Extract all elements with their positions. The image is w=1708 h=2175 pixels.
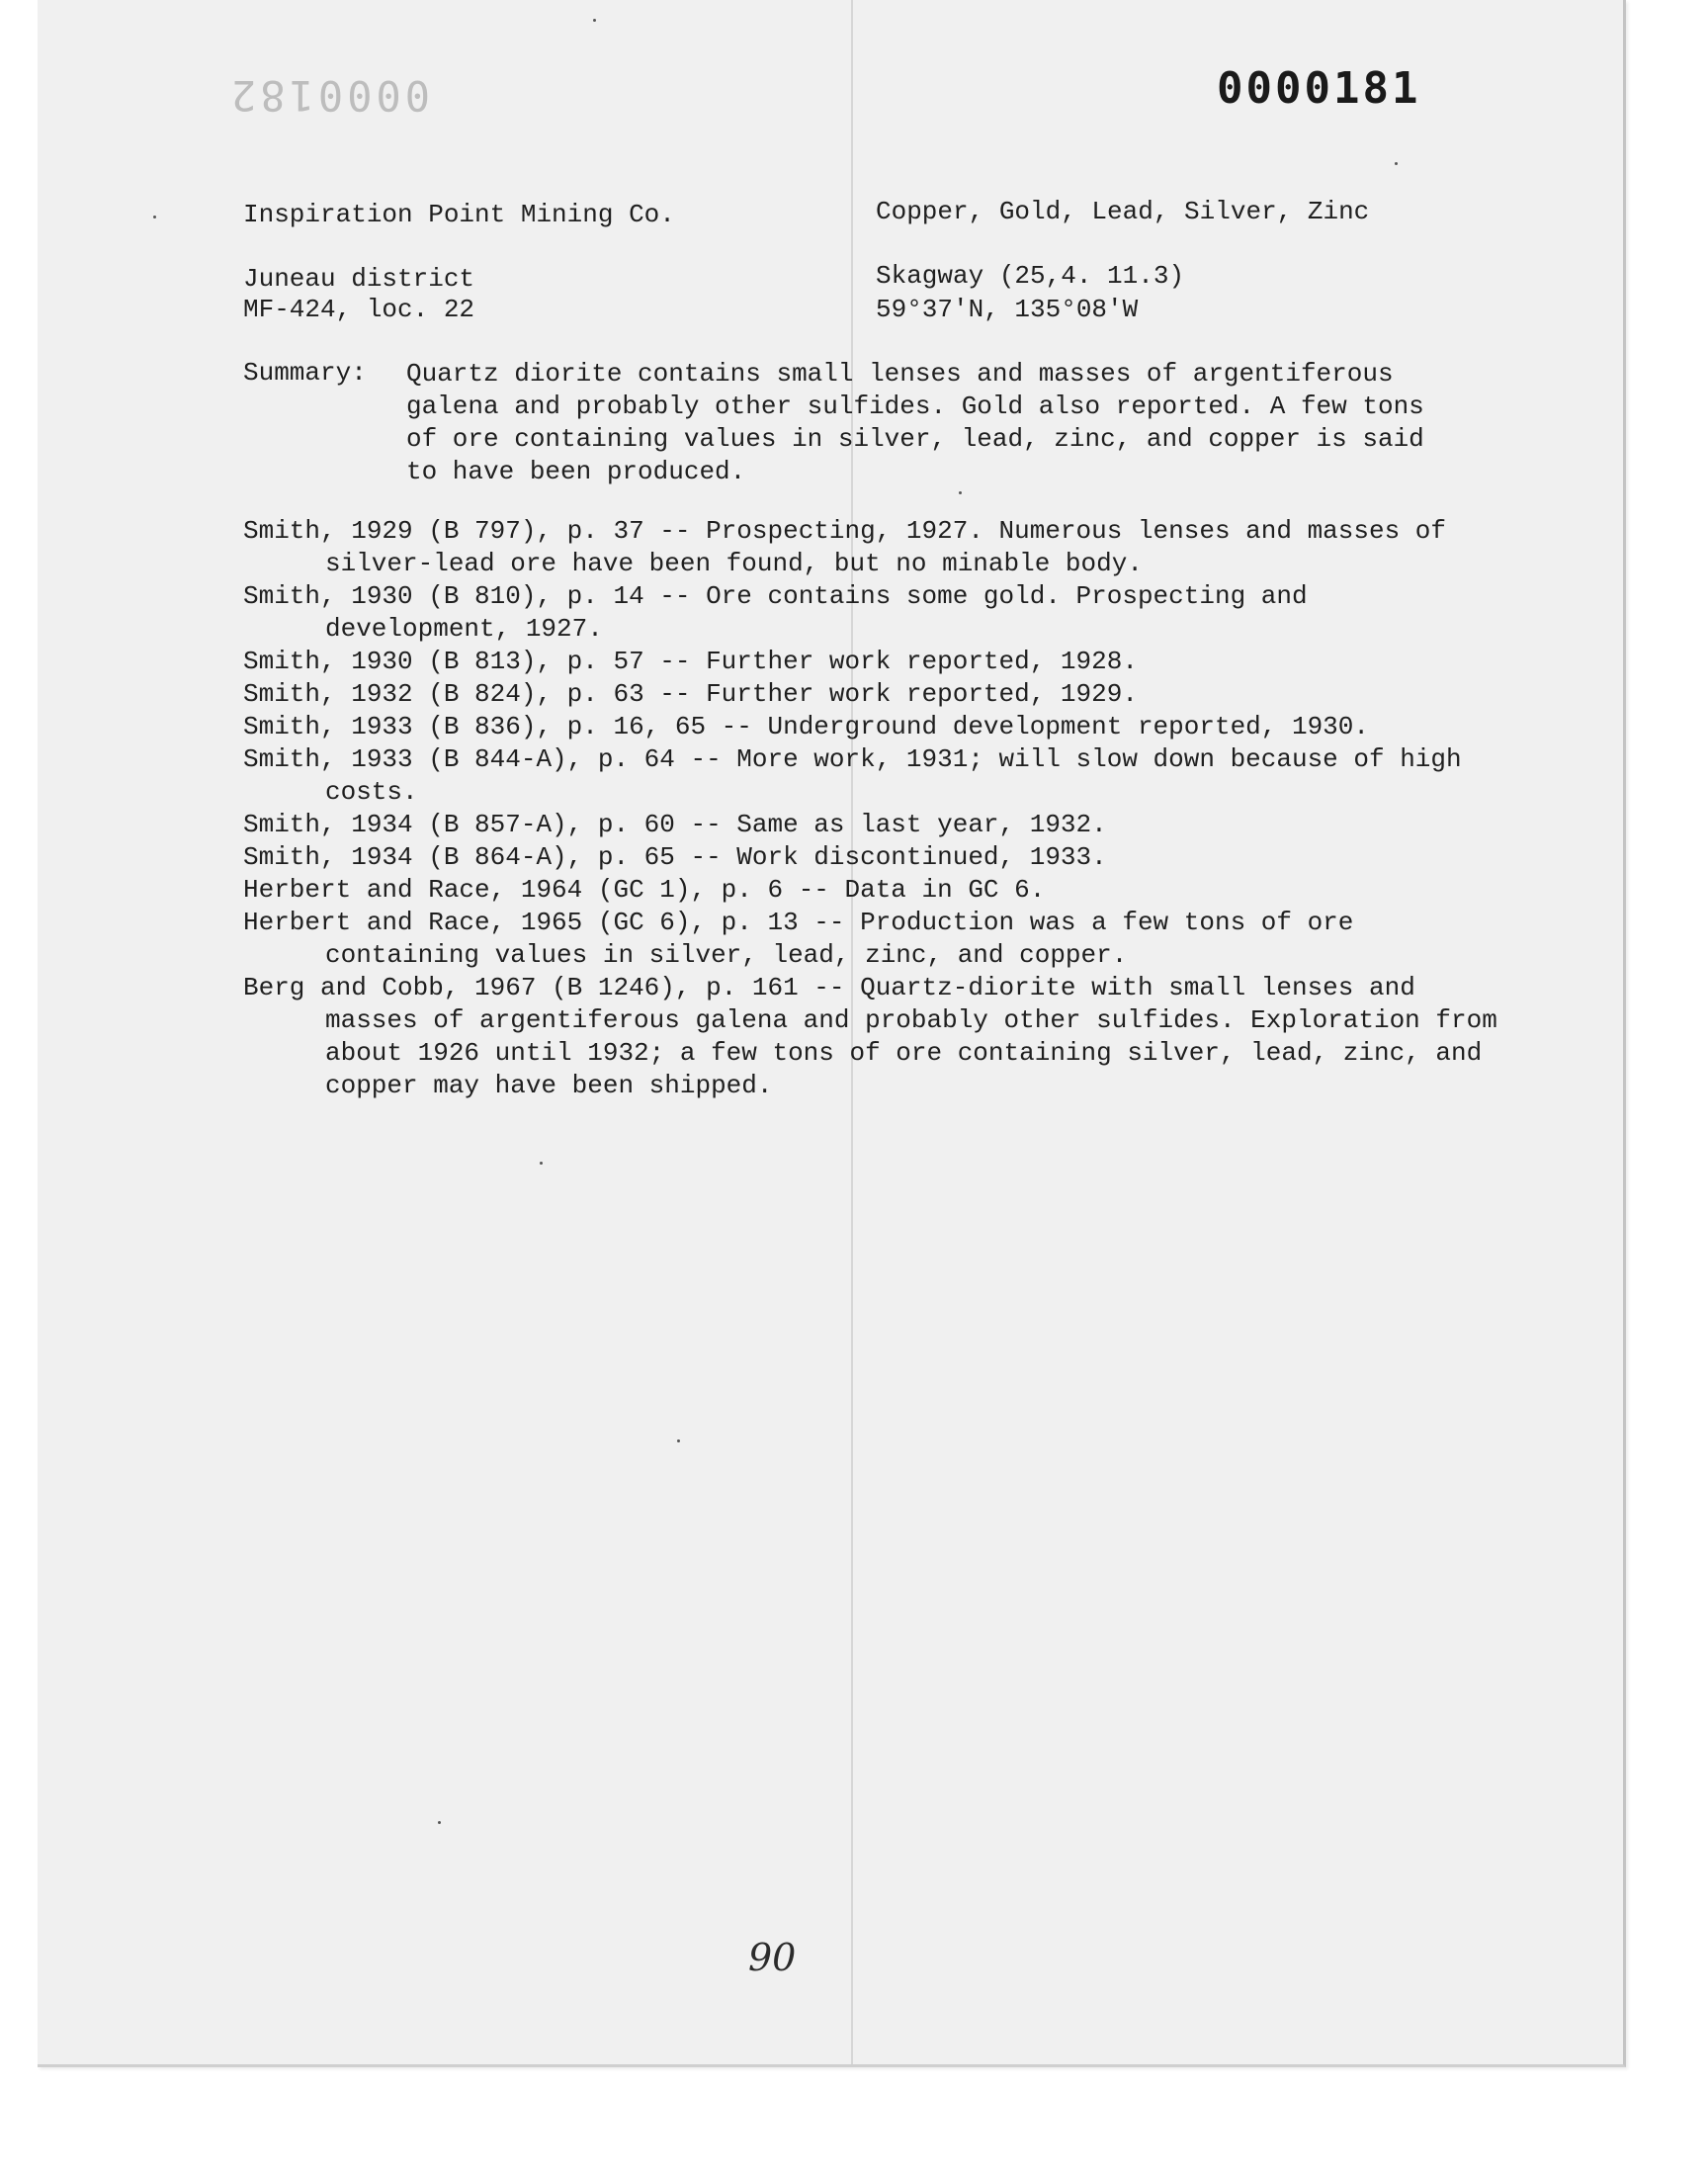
scan-speck	[438, 1821, 441, 1824]
company-name: Inspiration Point Mining Co.	[243, 200, 675, 229]
reference-entry: Berg and Cobb, 1967 (B 1246), p. 161 -- Quartz-diorite with small lenses and masses of argentiferous galena and probably other sulfides. Exploration from about 1926 until 1932; a few tons of ore containing silver, lead, zinc, and copper may have been shipped.	[243, 973, 1497, 1100]
reference-list	[243, 515, 1498, 1102]
coordinates: 59°37'N, 135°08'W	[876, 295, 1139, 324]
reference-entry: Smith, 1932 (B 824), p. 63 -- Further work reported, 1929.	[243, 679, 1138, 709]
summary-text: Quartz diorite contains small lenses and masses of argentiferous galena and probably other sulfides. Gold also reported. A few tons of ore containing values in silver, lead, zinc, and copper is said to have been produced.	[406, 359, 1424, 486]
reference-entry: Smith, 1930 (B 810), p. 14 -- Ore contains some gold. Prospecting and development, 1927.	[243, 581, 1308, 644]
quadrangle: Skagway (25,4. 11.3)	[876, 261, 1185, 291]
scan-speck	[153, 216, 156, 218]
scan-speck	[1395, 162, 1398, 165]
reference-entry: Smith, 1929 (B 797), p. 37 -- Prospecting, 1927. Numerous lenses and masses of silver-lead ore have been found, but no minable body.	[243, 516, 1446, 578]
record-number-stamp: 0000181	[1217, 63, 1421, 114]
scan-speck	[959, 491, 962, 494]
commodities: Copper, Gold, Lead, Silver, Zinc	[876, 197, 1370, 226]
reference-entry: Smith, 1934 (B 857-A), p. 60 -- Same as last year, 1932.	[243, 810, 1107, 839]
page-number: 90	[748, 1936, 797, 1979]
reference-entry: Smith, 1930 (B 813), p. 57 -- Further work reported, 1928.	[243, 647, 1138, 676]
reference-entry: Smith, 1933 (B 844-A), p. 64 -- More work, 1931; will slow down because of high costs.	[243, 744, 1462, 807]
scan-speck	[593, 19, 596, 22]
map-reference: MF-424, loc. 22	[243, 295, 475, 324]
reference-entry: Herbert and Race, 1965 (GC 6), p. 13 -- Production was a few tons of ore containing values in silver, lead, zinc, and copper.	[243, 908, 1354, 970]
scan-speck	[677, 1439, 680, 1442]
mirrored-record-stamp: 0000182	[227, 71, 431, 120]
reference-entry: Smith, 1934 (B 864-A), p. 65 -- Work discontinued, 1933.	[243, 842, 1107, 872]
reference-entry: Smith, 1933 (B 836), p. 16, 65 -- Underground development reported, 1930.	[243, 712, 1369, 741]
scan-speck	[540, 1162, 543, 1165]
district: Juneau district	[243, 264, 475, 294]
summary-label: Summary:	[243, 358, 367, 388]
reference-entry: Herbert and Race, 1964 (GC 1), p. 6 -- Data in GC 6.	[243, 875, 1046, 905]
